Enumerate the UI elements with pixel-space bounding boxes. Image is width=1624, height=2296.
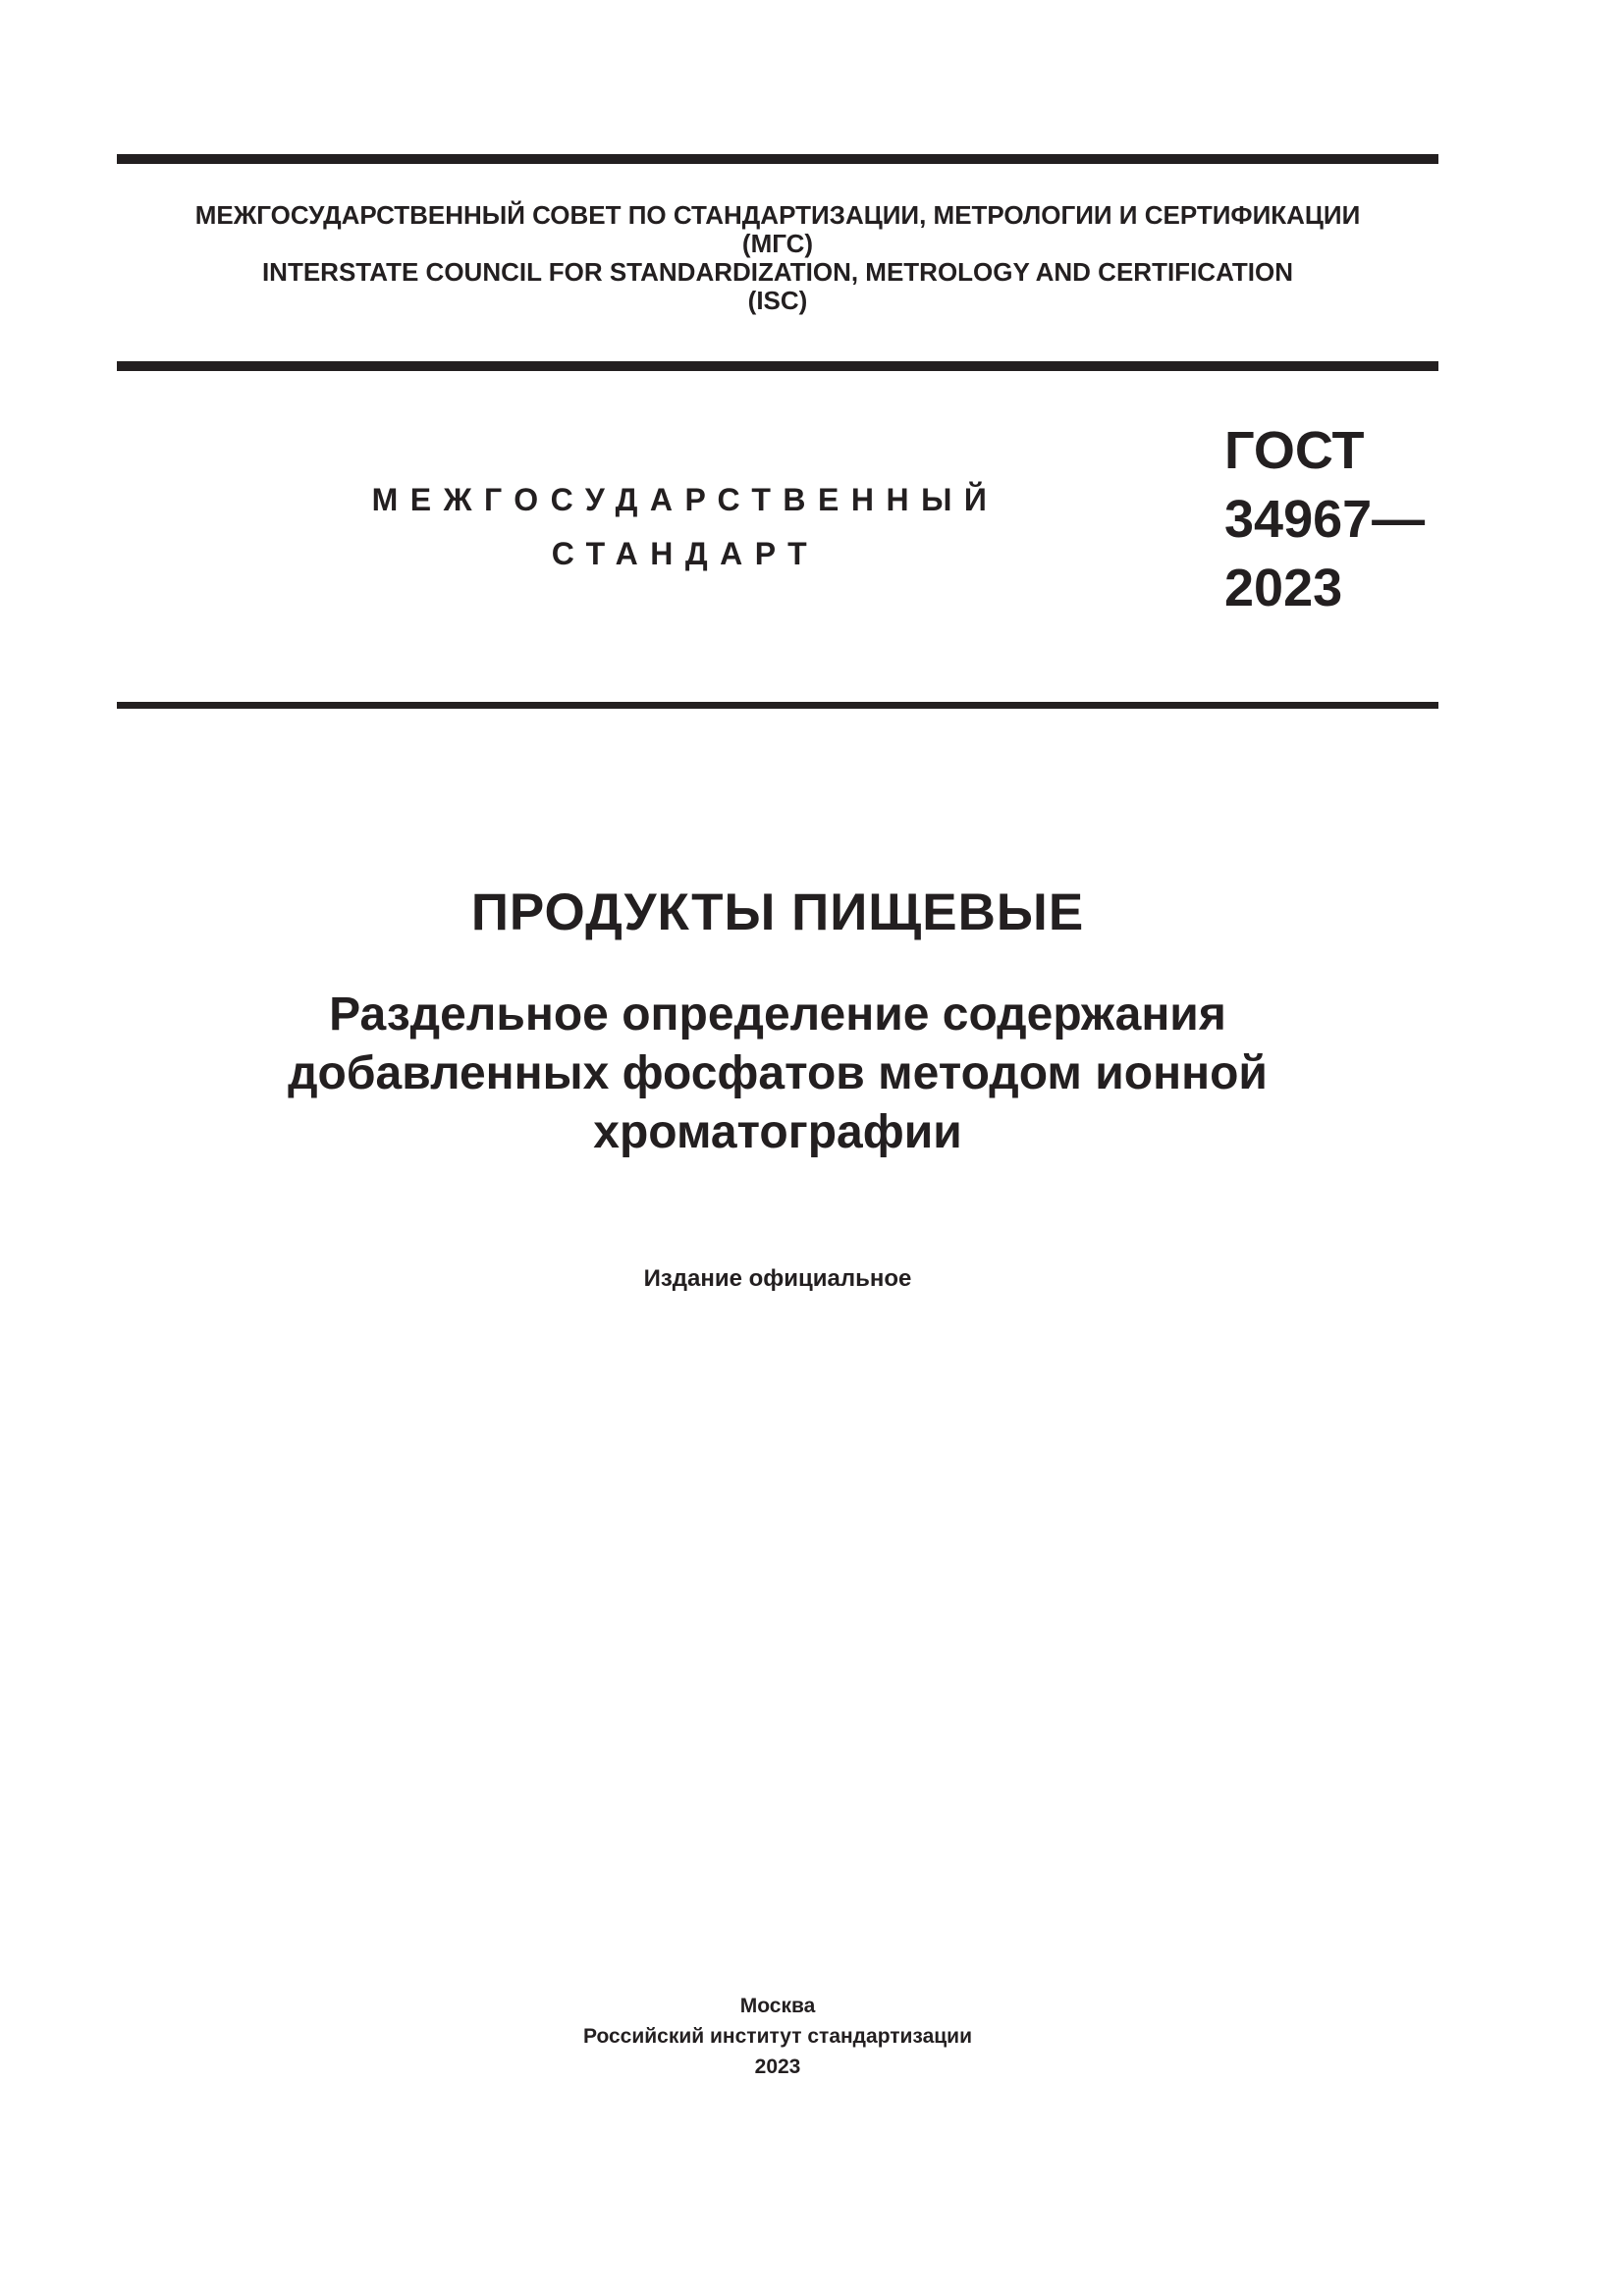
header-divider — [117, 361, 1438, 371]
document-subtitle — [215, 986, 1340, 1162]
document-subtitle-line3: хроматографии — [593, 1106, 962, 1158]
council-header — [117, 201, 1438, 315]
gost-designation — [1224, 416, 1425, 622]
council-name-en: INTERSTATE COUNCIL FOR STANDARDIZATION, METROLOGY AND CERTIFICATION — [261, 257, 1294, 287]
imprint-city: Москва — [739, 1995, 816, 2017]
council-abbr-en: (ISC) — [747, 286, 808, 315]
council-abbr-ru: (МГС) — [741, 229, 814, 258]
edition-note: Издание официальное — [643, 1265, 912, 1292]
imprint — [117, 1991, 1438, 2082]
standard-type-line2: СТАНДАРТ — [551, 536, 820, 571]
imprint-publisher: Российский институт стандартизации — [582, 2025, 973, 2048]
council-name-ru: МЕЖГОСУДАРСТВЕННЫЙ СОВЕТ ПО СТАНДАРТИЗАЦИИ, МЕТРОЛОГИИ И СЕРТИФИКАЦИИ — [194, 200, 1361, 230]
gost-prefix: ГОСТ — [1224, 421, 1365, 480]
gost-number: 34967— — [1224, 490, 1426, 549]
document-subtitle-line1: Раздельное определение содержания — [329, 988, 1226, 1041]
designation-divider — [117, 702, 1438, 709]
gost-year: 2023 — [1224, 559, 1343, 617]
imprint-year: 2023 — [754, 2056, 801, 2078]
standard-type-line1: МЕЖГОСУДАРСТВЕННЫЙ — [371, 482, 1000, 517]
top-divider — [117, 154, 1438, 164]
document-subtitle-line2: добавленных фосфатов методом ионной — [288, 1047, 1268, 1099]
document-title: ПРОДУКТЫ ПИЩЕВЫЕ — [470, 883, 1085, 941]
standard-type-label — [295, 473, 1076, 581]
